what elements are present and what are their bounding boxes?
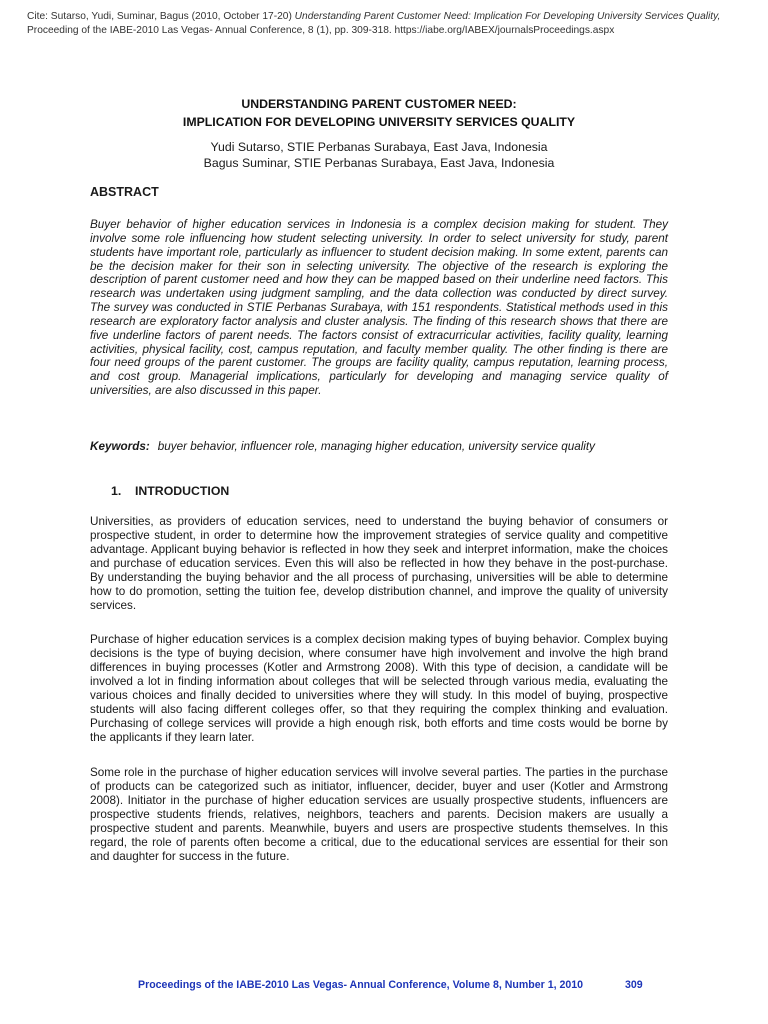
- abstract-text: Buyer behavior of higher education services in Indonesia is a complex decision making for student. They involve some role influencing how student selecting university. In order to select university for study, parent students have important role, particularly as influencer to student decision making. In some extent, parents can be the decision maker for their son in selecting university. The objective of the research is exploring the description of parent customer need and how they can be mapped based on their underline need factors. This research was undertaken using judgment sampling, and the data collection was conducted by direct survey. The survey was conducted in STIE Perbanas Surabaya, with 151 respondents. Statistical methods used in this research are exploratory factor analysis and cluster analysis. The finding of this research shows that there are five underline factors of parent needs. The factors consist of extracurricular activities, facility quality, learning activities, physical facility, cost, campus reputation, and faculty member quality. The other finding is there are four need groups of the parent customer. The groups are facility quality, campus reputation, learning process, and cost group. Managerial implications, particularly for developing and managing service quality of universities, are also discussed in this paper.: [90, 218, 668, 398]
- citation-suffix: Proceeding of the IABE-2010 Las Vegas- Annual Conference, 8 (1), pp. 309-318. https://iabe.org/IABEX/journalsProceedings.aspx: [27, 24, 615, 36]
- keywords-text: buyer behavior, influencer role, managing higher education, university service quality: [157, 440, 595, 453]
- introduction-heading: [111, 484, 229, 498]
- introduction-paragraph-1: Universities, as providers of education services, need to understand the buying behavior of consumers or prospective student, in order to determine how the improvement strategies of service quality and competitive advantage. Applicant buying behavior is reflected in how they seek and interpret information, make the choices and purchase of education services. Even this will also be reflected in how they behave in the post-purchase. By understanding the buying behavior and the all process of purchasing, universities will be able to determine how to do promotion, setting the tuition fee, develop distribution channel, and improve the quality of university services.: [90, 515, 668, 613]
- keywords-label: Keywords:: [90, 440, 150, 453]
- introduction-paragraph-2: Purchase of higher education services is a complex decision making types of buying behavior. Complex buying decisions is the type of buying decision, where consumer have high involvement and involve the high brand differences in buying processes (Kotler and Armstrong 2008). With this type of decision, a candidate will be involved a lot in finding information about colleges that will be selected through various media, evaluating the various choices and finally decided to universities where they will study. In this model of buying, prospective students will also facing different colleges offer, so that they requiring the complex thinking and evaluation. Purchasing of college services will provide a high enough risk, both efforts and time costs would be borne by the applicants if they learn later.: [90, 633, 668, 745]
- paper-title: [90, 95, 668, 131]
- keywords: [90, 440, 668, 454]
- paper-title-line-1: UNDERSTANDING PARENT CUSTOMER NEED:: [241, 97, 517, 111]
- paper-title-line-2: IMPLICATION FOR DEVELOPING UNIVERSITY SERVICES QUALITY: [182, 115, 576, 129]
- citation-title: Understanding Parent Customer Need: Implication For Developing University Services Quality,: [294, 11, 721, 22]
- page-footer: [138, 979, 648, 991]
- page-number: 309: [625, 979, 643, 991]
- author-1: Yudi Sutarso, STIE Perbanas Surabaya, East Java, Indonesia: [210, 140, 548, 154]
- author-2: Bagus Suminar, STIE Perbanas Surabaya, East Java, Indonesia: [203, 155, 555, 170]
- section-number: 1.: [111, 484, 122, 498]
- introduction-paragraph-3: Some role in the purchase of higher education services will involve several parties. The parties in the purchase of products can be categorized such as initiator, influencer, decider, buyer and user (Kotler and Armstrong 2008). Initiator in the purchase of higher education services are usually prospective students, influencers are prospective students friends, relatives, neighbors, teachers and parents. Decision makers are usually a prospective student and parents. Meanwhile, buyers and users are prospective students themselves. In this regard, the role of parents often become a critical, due to the educational services are essential for their son and daughter for success in the future.: [90, 766, 668, 864]
- citation: [27, 10, 747, 37]
- abstract-heading: ABSTRACT: [90, 185, 159, 199]
- citation-prefix: Cite: Sutarso, Yudi, Suminar, Bagus (2010, October 17-20): [27, 11, 295, 22]
- footer-proceedings: Proceedings of the IABE-2010 Las Vegas- Annual Conference, Volume 8, Number 1, 2010: [138, 979, 584, 991]
- section-title: INTRODUCTION: [135, 484, 230, 498]
- author-list: [90, 140, 668, 171]
